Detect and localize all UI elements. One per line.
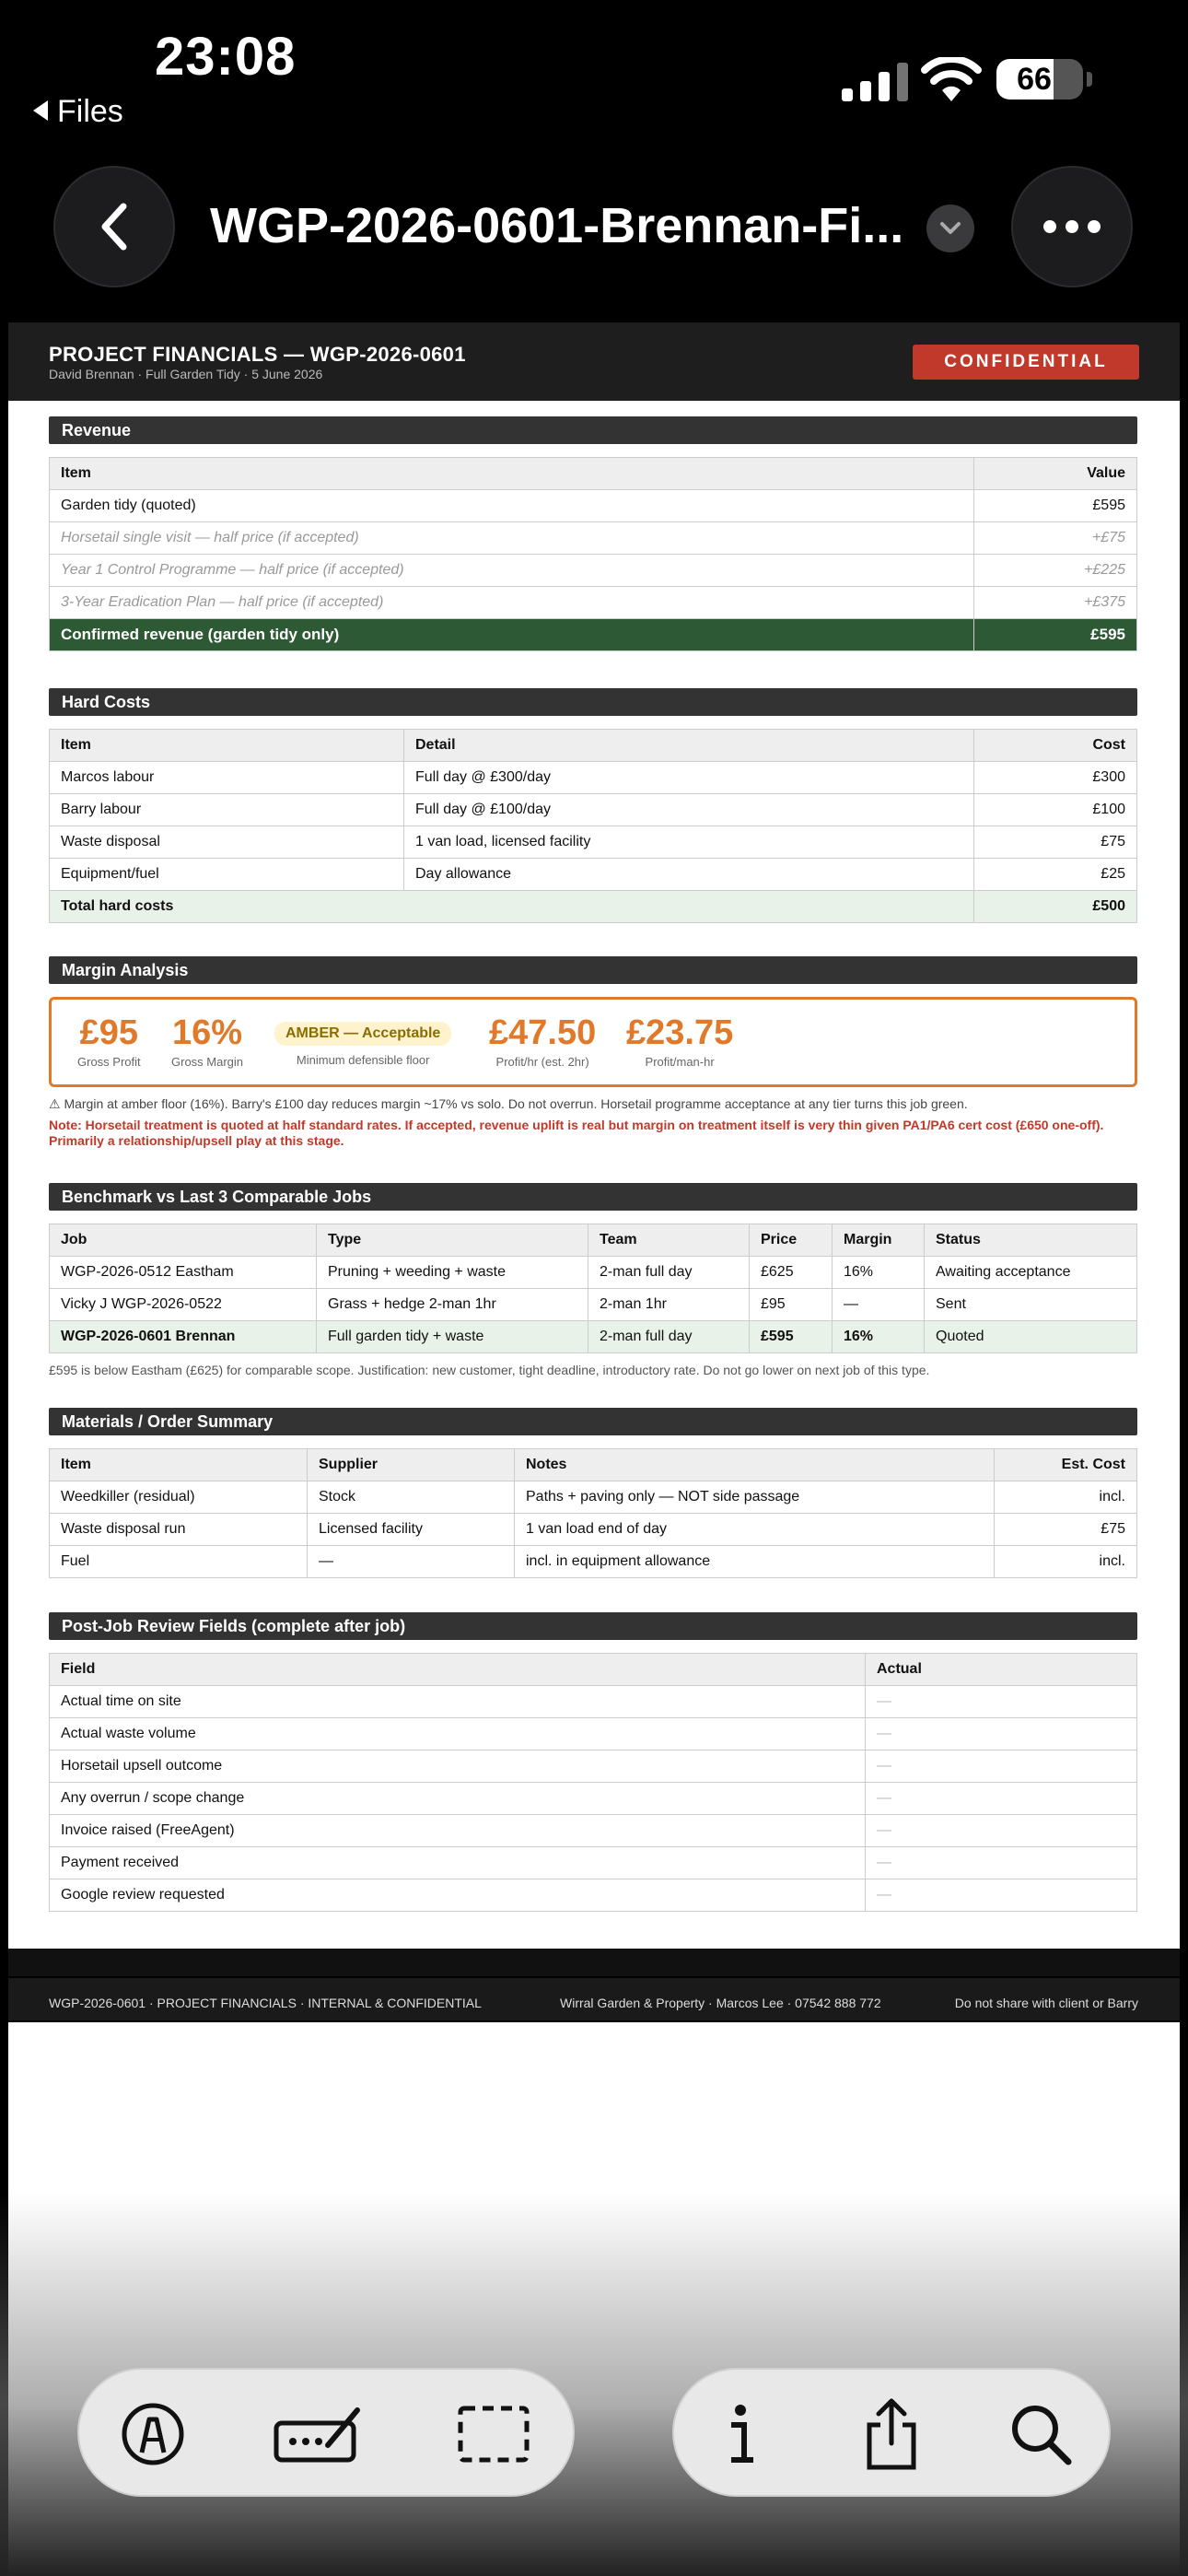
table-cell: Day allowance (404, 859, 974, 891)
wifi-icon (921, 57, 982, 103)
column-header: Supplier (308, 1449, 515, 1481)
table-cell: — (866, 1686, 1137, 1718)
table-cell: Weedkiller (residual) (50, 1481, 308, 1514)
table-row (50, 1514, 1137, 1546)
table-cell: 2-man 1hr (588, 1289, 750, 1321)
table-row (50, 1686, 1137, 1718)
table-cell: £75 (974, 826, 1137, 859)
benchmark-table (49, 1224, 1137, 1353)
table-cell: Barry labour (50, 794, 404, 826)
metric-label: Profit/man-hr (645, 1055, 715, 1069)
table-cell: — (866, 1751, 1137, 1783)
table-cell: Confirmed revenue (garden tidy only) (50, 619, 974, 651)
table-cell: 3-Year Eradication Plan — half price (if accepted) (50, 587, 974, 619)
table-cell: Awaiting acceptance (925, 1257, 1137, 1289)
table-row (50, 794, 1137, 826)
metric-value: £23.75 (626, 1013, 734, 1052)
column-header: Status (925, 1224, 1137, 1257)
table-cell: — (866, 1815, 1137, 1847)
table-row (50, 826, 1137, 859)
document-title[interactable]: WGP-2026-0601-Brennan-Fi... (210, 198, 904, 253)
table-cell: — (866, 1783, 1137, 1815)
column-header: Job (50, 1224, 317, 1257)
gross-profit-metric (77, 1014, 141, 1069)
form-fill-icon[interactable] (273, 2388, 365, 2480)
table-cell: Waste disposal (50, 826, 404, 859)
column-header: Price (750, 1224, 833, 1257)
table-row (50, 490, 1137, 522)
table-cell: £25 (974, 859, 1137, 891)
page-footer-bar (8, 1949, 1180, 1976)
metric-value: £95 (79, 1013, 139, 1052)
table-cell: Actual time on site (50, 1686, 866, 1718)
margin-warning-note: ⚠ Margin at amber floor (16%). Barry's £100 day reduces margin ~17% vs solo. Do not overrun. Horsetail programme acceptance at any tier turns this job green. (49, 1096, 968, 1111)
battery-icon (996, 59, 1083, 100)
table-cell: Payment received (50, 1847, 866, 1879)
search-icon[interactable] (995, 2388, 1087, 2480)
profit-per-hour-metric (489, 1014, 596, 1069)
table-cell: Equipment/fuel (50, 859, 404, 891)
table-cell: Horsetail single visit — half price (if accepted) (50, 522, 974, 555)
table-row (50, 1815, 1137, 1847)
table-cell: — (308, 1546, 515, 1578)
metric-label: Gross Margin (171, 1055, 244, 1069)
benchmark-note: £595 is below Eastham (£625) for comparable scope. Justification: new customer, tight deadline, introductory rate. Do not go lower on next job of this type. (49, 1363, 930, 1377)
ellipsis-icon (1042, 219, 1101, 234)
table-cell: Year 1 Control Programme — half price (if accepted) (50, 555, 974, 587)
table-cell: Garden tidy (quoted) (50, 490, 974, 522)
table-cell: Fuel (50, 1546, 308, 1578)
clock: 23:08 (155, 27, 297, 87)
table-cell: Horsetail upsell outcome (50, 1751, 866, 1783)
column-header: Item (50, 458, 974, 490)
status-bar (0, 0, 1188, 147)
table-cell: Sent (925, 1289, 1137, 1321)
review-table (49, 1653, 1137, 1912)
table-cell: £100 (974, 794, 1137, 826)
section-heading: Hard Costs (49, 688, 1137, 716)
table-cell: £625 (750, 1257, 833, 1289)
margin-section (49, 956, 1137, 1149)
section-heading: Margin Analysis (49, 956, 1137, 984)
table-row (50, 1718, 1137, 1751)
table-row (50, 1847, 1137, 1879)
benchmark-section (49, 1183, 1137, 1377)
table-cell: Vicky J WGP-2026-0522 (50, 1289, 317, 1321)
back-to-files-button[interactable] (33, 94, 123, 130)
materials-table (49, 1448, 1137, 1578)
table-cell: 16% (833, 1321, 925, 1353)
table-cell: 16% (833, 1257, 925, 1289)
battery-percent: 66 (1017, 62, 1052, 97)
table-cell: £95 (750, 1289, 833, 1321)
document-page (8, 322, 1180, 1976)
table-cell: £595 (750, 1321, 833, 1353)
column-header: Item (50, 730, 404, 762)
table-row (50, 1751, 1137, 1783)
table-cell: Paths + paving only — NOT side passage (515, 1481, 995, 1514)
table-cell: +£75 (974, 522, 1137, 555)
table-row (50, 1289, 1137, 1321)
report-title: PROJECT FINANCIALS — WGP-2026-0601 (49, 343, 466, 366)
column-header: Type (317, 1224, 588, 1257)
table-row (50, 1783, 1137, 1815)
table-cell: Full day @ £300/day (404, 762, 974, 794)
margin-status (274, 1022, 451, 1067)
document-tools-group (672, 2368, 1111, 2497)
table-row (50, 1546, 1137, 1578)
table-cell: Licensed facility (308, 1514, 515, 1546)
column-header: Item (50, 1449, 308, 1481)
select-icon[interactable] (448, 2388, 540, 2480)
table-cell: +£225 (974, 555, 1137, 587)
table-row (50, 1879, 1137, 1912)
table-cell: £75 (995, 1514, 1137, 1546)
table-cell: Invoice raised (FreeAgent) (50, 1815, 866, 1847)
back-arrow-icon (33, 100, 48, 121)
metric-label: Profit/hr (est. 2hr) (495, 1055, 589, 1069)
table-row (50, 859, 1137, 891)
footer-left: WGP-2026-0601 · PROJECT FINANCIALS · INTERNAL & CONFIDENTIAL (49, 1996, 482, 2010)
gross-margin-metric (171, 1014, 243, 1069)
more-options-button[interactable] (1011, 166, 1133, 287)
table-cell: Google review requested (50, 1879, 866, 1912)
table-cell: Marcos labour (50, 762, 404, 794)
footer-right: Do not share with client or Barry (954, 1996, 1138, 2010)
section-heading: Materials / Order Summary (49, 1408, 1137, 1435)
table-row (50, 555, 1137, 587)
hard-costs-section (49, 688, 1137, 923)
column-header: Est. Cost (995, 1449, 1137, 1481)
table-row (50, 1257, 1137, 1289)
table-cell: Total hard costs (50, 891, 974, 923)
materials-section (49, 1408, 1137, 1578)
report-header (8, 322, 1180, 401)
table-row (50, 1481, 1137, 1514)
cellular-signal-icon (842, 63, 910, 101)
column-header: Actual (866, 1654, 1137, 1686)
chevron-left-icon (96, 199, 133, 254)
table-cell: £595 (974, 490, 1137, 522)
margin-summary-box (49, 997, 1137, 1087)
column-header: Notes (515, 1449, 995, 1481)
column-header: Detail (404, 730, 974, 762)
table-row (50, 762, 1137, 794)
table-cell: +£375 (974, 587, 1137, 619)
table-cell: — (866, 1847, 1137, 1879)
share-icon[interactable] (845, 2388, 938, 2480)
document-nav-bar (0, 166, 1188, 286)
column-header: Margin (833, 1224, 925, 1257)
hard-costs-table (49, 729, 1137, 923)
table-cell: WGP-2026-0512 Eastham (50, 1257, 317, 1289)
column-header: Cost (974, 730, 1137, 762)
profit-per-man-hour-metric (626, 1014, 733, 1069)
title-menu-button[interactable] (926, 205, 974, 252)
table-cell: Pruning + weeding + waste (317, 1257, 588, 1289)
table-cell: Quoted (925, 1321, 1137, 1353)
footer-center: Wirral Garden & Property · Marcos Lee · 07542 888 772 (560, 1996, 881, 2010)
table-cell: — (833, 1289, 925, 1321)
table-row (50, 587, 1137, 619)
column-header: Field (50, 1654, 866, 1686)
table-cell: Grass + hedge 2-man 1hr (317, 1289, 588, 1321)
table-cell: Any overrun / scope change (50, 1783, 866, 1815)
report-subtitle: David Brennan · Full Garden Tidy · 5 June 2026 (49, 367, 323, 381)
table-cell: Waste disposal run (50, 1514, 308, 1546)
table-cell: — (866, 1718, 1137, 1751)
section-heading: Post-Job Review Fields (complete after job) (49, 1612, 1137, 1640)
info-icon[interactable] (694, 2388, 786, 2480)
back-button[interactable] (53, 166, 175, 287)
revenue-table (49, 457, 1137, 651)
table-cell: 2-man full day (588, 1321, 750, 1353)
current-job-row (50, 1321, 1137, 1353)
table-cell: £595 (974, 619, 1137, 651)
table-cell: — (866, 1879, 1137, 1912)
table-cell: Actual waste volume (50, 1718, 866, 1751)
confidential-badge: CONFIDENTIAL (913, 345, 1139, 380)
review-section (49, 1612, 1137, 1912)
table-cell: incl. (995, 1481, 1137, 1514)
table-cell: 1 van load end of day (515, 1514, 995, 1546)
confirmed-revenue-row (50, 619, 1137, 651)
table-cell: Stock (308, 1481, 515, 1514)
column-header: Team (588, 1224, 750, 1257)
metric-label: Minimum defensible floor (296, 1053, 430, 1067)
back-label: Files (57, 94, 123, 129)
horsetail-note: Note: Horsetail treatment is quoted at half standard rates. If accepted, revenue uplift is real but margin on treatment itself is very thin given PA1/PA6 cert cost (£650 one-off). Primarily a relationship/upsell play at this stage. (49, 1118, 1104, 1148)
table-row (50, 522, 1137, 555)
metric-label: Gross Profit (77, 1055, 141, 1069)
table-cell: incl. (995, 1546, 1137, 1578)
table-cell: Full day @ £100/day (404, 794, 974, 826)
table-cell: £300 (974, 762, 1137, 794)
chevron-down-icon (938, 220, 962, 237)
status-badge: AMBER — Acceptable (274, 1022, 451, 1046)
battery-tip (1087, 72, 1092, 87)
table-cell: 1 van load, licensed facility (404, 826, 974, 859)
table-cell: WGP-2026-0601 Brennan (50, 1321, 317, 1353)
section-heading: Revenue (49, 416, 1137, 444)
total-row (50, 891, 1137, 923)
table-cell: £500 (974, 891, 1137, 923)
table-cell: incl. in equipment allowance (515, 1546, 995, 1578)
section-heading: Benchmark vs Last 3 Comparable Jobs (49, 1183, 1137, 1211)
table-cell: Full garden tidy + waste (317, 1321, 588, 1353)
markup-icon[interactable] (107, 2388, 199, 2480)
revenue-section (49, 416, 1137, 651)
metric-value: 16% (171, 1013, 243, 1052)
metric-value: £47.50 (489, 1013, 597, 1052)
edit-tools-group (77, 2368, 575, 2497)
column-header: Value (974, 458, 1137, 490)
table-cell: 2-man full day (588, 1257, 750, 1289)
